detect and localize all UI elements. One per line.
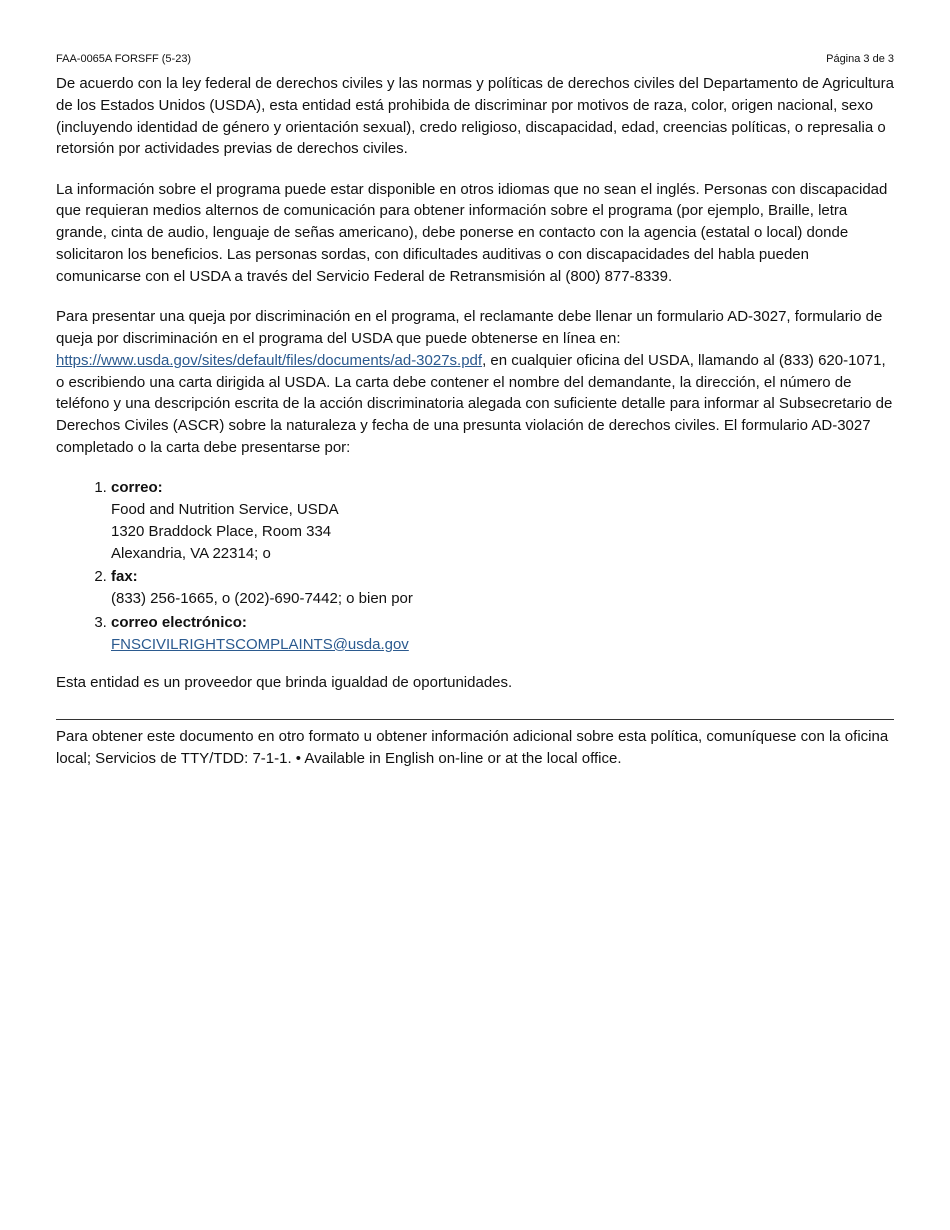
- page-number: Página 3 de 3: [826, 53, 894, 65]
- submission-methods-list: [56, 477, 894, 655]
- mail-label: correo:: [111, 479, 163, 497]
- list-item-fax: [111, 566, 894, 610]
- fax-label: fax:: [111, 568, 138, 586]
- footer-note: Para obtener este documento en otro formato u obtener información adicional sobre esta política, comuníquese con la oficina local; Servicios de TTY/TDD: 7-1-1. • Available in English on-line or at the local office.: [56, 728, 889, 768]
- civil-rights-paragraph: De acuerdo con la ley federal de derechos civiles y las normas y políticas de derechos civiles del Departamento de Agricultura de los Estados Unidos (USDA), esta entidad está prohibida de discriminar por motivos de raza, color, origen nacional, sexo (incluyendo identidad de género y orientación sexual), credo religioso, discapacidad, edad, creencias políticas, o represalia o retorsión por actividades previas de derechos civiles.: [56, 75, 894, 158]
- complaints-email-link[interactable]: FNSCIVILRIGHTSCOMPLAINTS@usda.gov: [111, 635, 409, 653]
- footer-divider: [56, 719, 894, 720]
- page-header: [56, 52, 894, 66]
- complaint-text-before: Para presentar una queja por discriminación en el programa, el reclamante debe llenar un formulario AD-3027, formulario de queja por discriminación en el programa del USDA que puede obtenerse en línea en:: [56, 308, 883, 347]
- mail-address-line: 1320 Braddock Place, Room 334: [111, 522, 332, 540]
- mail-address-line: Food and Nutrition Service, USDA: [111, 501, 339, 519]
- list-item-email: [111, 612, 894, 656]
- email-label: correo electrónico:: [111, 614, 247, 632]
- equal-opportunity-statement: Esta entidad es un proveedor que brinda igualdad de oportunidades.: [56, 673, 513, 691]
- complaint-paragraph: [56, 306, 894, 459]
- ad-3027-form-link[interactable]: https://www.usda.gov/sites/default/files/documents/ad-3027s.pdf: [56, 351, 483, 369]
- fax-numbers: (833) 256-1665, o (202)-690-7442; o bien por: [111, 590, 413, 608]
- form-id: FAA-0065A FORSFF (5-23): [56, 53, 192, 65]
- complaint-text-after: , en cualquier oficina del USDA, llamando al (833) 620-1071, o escribiendo una carta dirigida al USDA. La carta debe contener el nombre del demandante, la dirección, el número de teléfono y una descripción escrita de la acción discriminatoria alegada con suficiente detalle para informar al Subsecretario de Derechos Civiles (ASCR) sobre la naturaleza y fecha de una presunta violación de derechos civiles. El formulario AD-3027 completado o la carta debe presentarse por:: [56, 351, 893, 456]
- language-access-paragraph: La información sobre el programa puede estar disponible en otros idiomas que no sean el inglés. Personas con discapacidad que requieran medios alternos de comunicación para obtener información sobre el programa (por ejemplo, Braille, letra grande, cinta de audio, lenguaje de señas americano), debe ponerse en contacto con la agencia (estatal o local) donde solicitaron los beneficios. Las personas sordas, con dificultades auditivas o con discapacidades del habla pueden comunicarse con el USDA a través del Servicio Federal de Retransmisión al (800) 877-8339.: [56, 180, 888, 285]
- list-item-mail: [111, 477, 894, 564]
- mail-address-line: Alexandria, VA 22314; o: [111, 544, 271, 562]
